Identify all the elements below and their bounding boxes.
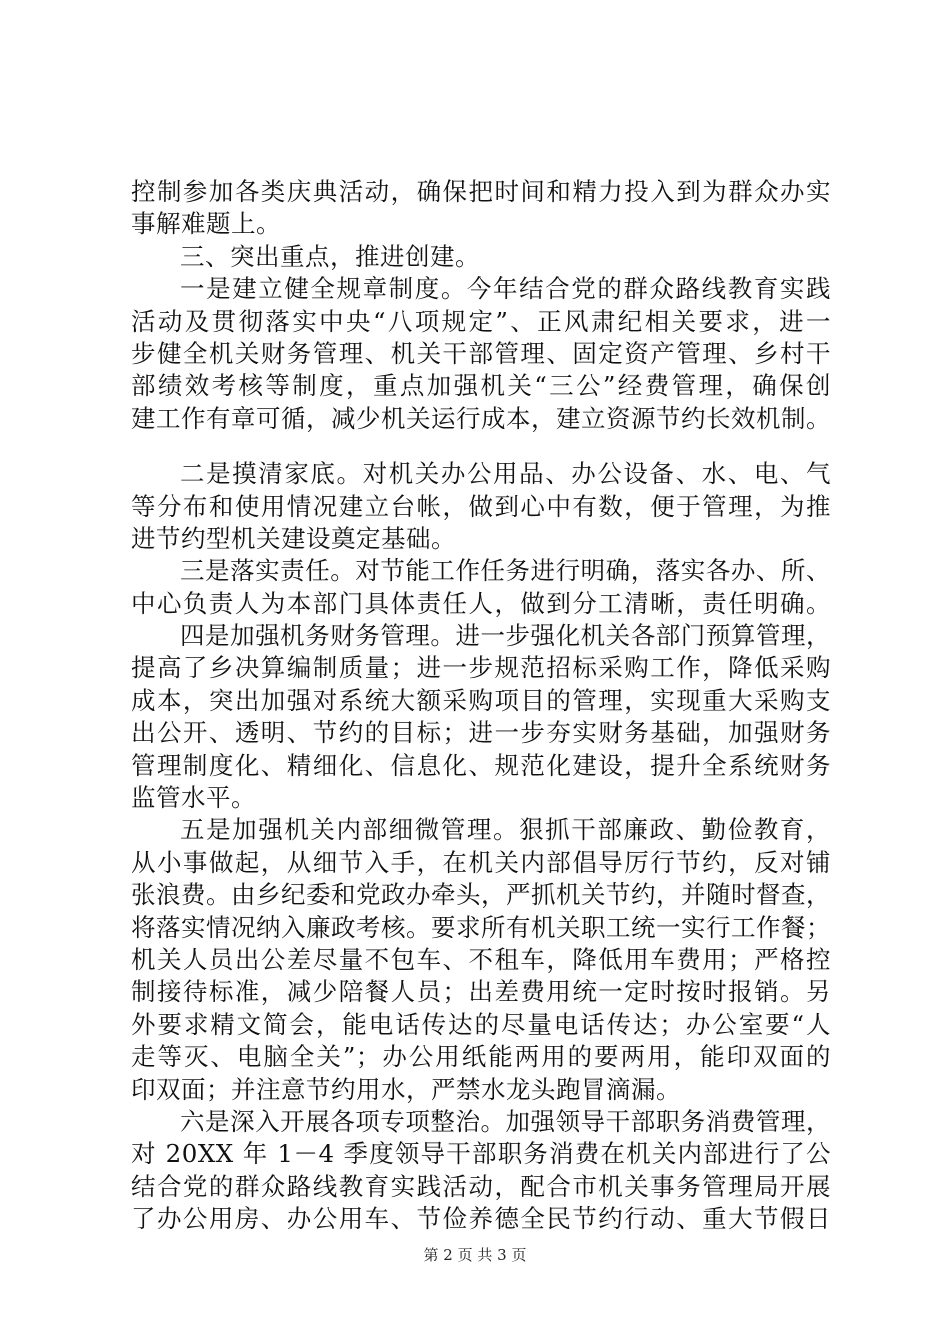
text-line: 二是摸清家底。对机关办公用品、办公设备、水、电、气 bbox=[180, 459, 831, 489]
paragraph-gap bbox=[131, 435, 831, 458]
text-line: 将落实情况纳入廉政考核。要求所有机关职工统一实行工作餐； bbox=[131, 912, 831, 942]
document-body bbox=[131, 176, 831, 1236]
text-line: 了办公用房、办公用车、节俭养德全民节约行动、重大节假日 bbox=[131, 1204, 831, 1234]
text-line: 走等灭、电脑全关”；办公用纸能两用的要两用，能印双面的 bbox=[131, 1042, 831, 1072]
text-line: 活动及贯彻落实中央“八项规定”、正风肃纪相关要求，进一 bbox=[131, 306, 831, 336]
text-line: 管理制度化、精细化、信息化、规范化建设，提升全系统财务 bbox=[131, 750, 831, 780]
text-line: 成本，突出加强对系统大额采购项目的管理，实现重大采购支 bbox=[131, 685, 831, 715]
text-line: 步健全机关财务管理、机关干部管理、固定资产管理、乡村干 bbox=[131, 338, 831, 368]
text-line: 张浪费。由乡纪委和党政办牵头，严抓机关节约，并随时督查， bbox=[131, 880, 831, 910]
text-line: 结合党的群众路线教育实践活动，配合市机关事务管理局开展 bbox=[131, 1171, 831, 1201]
text-line: 机关人员出公差尽量不包车、不租车，降低用车费用；严格控 bbox=[131, 944, 831, 974]
text-line: 事解难题上。 bbox=[131, 209, 281, 239]
page-footer bbox=[0, 1245, 950, 1265]
text-line: 中心负责人为本部门具体责任人，做到分工清晰，责任明确。 bbox=[131, 588, 831, 618]
text-line: 监管水平。 bbox=[131, 783, 256, 813]
text-line: 提高了乡决算编制质量；进一步规范招标采购工作，降低采购 bbox=[131, 653, 831, 683]
text-line: 控制参加各类庆典活动，确保把时间和精力投入到为群众办实 bbox=[131, 177, 831, 206]
text-line: 外要求精文简会，能电话传达的尽量电话传达；办公室要“人 bbox=[131, 1009, 831, 1039]
text-line: 出公开、透明、节约的目标；进一步夯实财务基础，加强财务 bbox=[131, 718, 831, 748]
text-line: 一是建立健全规章制度。今年结合党的群众路线教育实践 bbox=[180, 274, 831, 304]
text-line: 从小事做起，从细节入手，在机关内部倡导厉行节约，反对铺 bbox=[131, 847, 831, 877]
page-number-label: 第 2 页 共 3 页 bbox=[423, 1246, 527, 1264]
text-line: 进节约型机关建设奠定基础。 bbox=[131, 523, 456, 553]
text-line: 三、突出重点，推进创建。 bbox=[180, 241, 480, 271]
text-line: 六是深入开展各项专项整治。加强领导干部职务消费管理， bbox=[180, 1106, 831, 1136]
text-line: 四是加强机务财务管理。进一步强化机关各部门预算管理， bbox=[180, 621, 831, 651]
text-line: 五是加强机关内部细微管理。狠抓干部廉政、勤俭教育， bbox=[180, 815, 831, 845]
text-line: 三是落实责任。对节能工作任务进行明确，落实各办、所、 bbox=[180, 556, 831, 586]
text-line: 制接待标准，减少陪餐人员；出差费用统一定时按时报销。另 bbox=[131, 977, 831, 1007]
text-line: 等分布和使用情况建立台帐，做到心中有数，便于管理，为推 bbox=[131, 491, 831, 521]
text-line: 对 20XX 年 1－4 季度领导干部职务消费在机关内部进行了公 bbox=[131, 1139, 831, 1169]
text-line: 印双面；并注意节约用水，严禁水龙头跑冒滴漏。 bbox=[131, 1074, 681, 1104]
text-line: 建工作有章可循，减少机关运行成本，建立资源节约长效机制。 bbox=[131, 403, 831, 433]
text-line: 部绩效考核等制度，重点加强机关“三公”经费管理，确保创 bbox=[131, 371, 831, 401]
